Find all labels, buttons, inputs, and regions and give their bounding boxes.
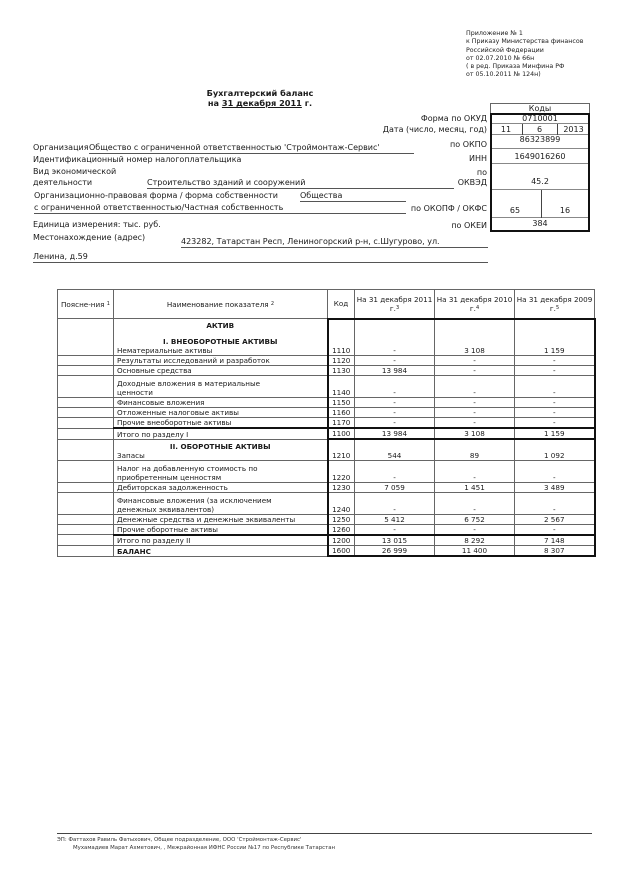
row-value-2009: 7 148 — [515, 535, 595, 546]
header-code: Код — [328, 290, 355, 319]
row-name: Денежные средства и денежные эквиваленты — [114, 514, 328, 524]
row-value-2009: 8 307 — [515, 545, 595, 556]
row-value-2009: - — [515, 398, 595, 408]
row-value-2010: - — [435, 356, 515, 366]
appendix-line: Российской Федерации — [466, 46, 544, 54]
notes-cell — [58, 356, 114, 366]
header-2009-sup: 5 — [555, 304, 560, 311]
row-value-2009: - — [515, 460, 595, 482]
row-value-2010: - — [435, 398, 515, 408]
row-value-2009: - — [515, 356, 595, 366]
okei-value: 384 — [532, 219, 548, 228]
notes-cell — [58, 482, 114, 492]
table-row — [58, 356, 595, 366]
row-value-2009: - — [515, 376, 595, 398]
row-name: Финансовые вложения (за исключением денежных эквивалентов) — [114, 492, 328, 514]
row-value-2010: - — [435, 376, 515, 398]
inn-code-label: ИНН — [468, 154, 487, 163]
title-line: Бухгалтерский баланс — [206, 88, 314, 98]
row-value-2009: 2 567 — [515, 514, 595, 524]
okud-label: Форма по ОКУД — [420, 114, 487, 123]
section-2-heading: II. ОБОРОТНЫЕ АКТИВЫ — [169, 441, 271, 451]
footer-divider — [57, 833, 592, 834]
okpo-label: по ОКПО — [450, 140, 487, 149]
row-code: 1600 — [328, 545, 355, 556]
row-value-2010: - — [435, 524, 515, 535]
row-value-2009: - — [515, 418, 595, 429]
okpo-value: 86323899 — [490, 135, 590, 149]
row-value-2009: - — [515, 366, 595, 376]
header-2010 — [435, 290, 515, 319]
legal-form-value-1: Общества — [300, 191, 406, 202]
row-value-2011: - — [355, 408, 435, 418]
row-code: 1120 — [328, 356, 355, 366]
row-value-2011: - — [355, 356, 435, 366]
inn-value: 1649016260 — [490, 149, 590, 164]
row-code: 1210 — [328, 439, 355, 460]
date-row — [490, 124, 590, 135]
row-value-2011: - — [355, 418, 435, 429]
title-date: 31 декабря 2011 — [221, 98, 302, 108]
row-value-2011: - — [355, 398, 435, 408]
table-row — [58, 418, 595, 429]
row-value-2010: - — [435, 408, 515, 418]
notes-cell — [58, 366, 114, 376]
title-suffix: г. — [301, 98, 313, 108]
okopf-row — [490, 190, 590, 218]
row-value-2011: 13 984 — [355, 366, 435, 376]
row-name: БАЛАНС — [114, 545, 328, 556]
table-row — [58, 408, 595, 418]
row-value-2011: 13 984 — [355, 428, 435, 439]
row-code: 1110 — [328, 319, 355, 356]
header-name-text: Наименование показателя — [166, 299, 269, 309]
section-1-heading: I. ВНЕОБОРОТНЫЕ АКТИВЫ — [163, 337, 278, 346]
row-name: Прочие внеоборотные активы — [114, 418, 328, 429]
row-code: 1230 — [328, 482, 355, 492]
row-name: Отложенные налоговые активы — [114, 408, 328, 418]
row-value-2010: - — [435, 492, 515, 514]
notes-cell — [58, 492, 114, 514]
row-name: Итого по разделу II — [114, 535, 328, 546]
row-name — [114, 319, 328, 356]
okved-label-2: ОКВЭД — [457, 178, 487, 187]
appendix-line: от 02.07.2010 № 66н — [466, 54, 535, 62]
legal-form-label: Организационно-правовая форма / форма собственности — [34, 191, 278, 200]
table-row — [58, 398, 595, 408]
okud-value: 0710001 — [490, 114, 590, 124]
row-value-2009: 3 489 — [515, 482, 595, 492]
row-code: 1100 — [328, 428, 355, 439]
table-row — [58, 366, 595, 376]
date-separator — [522, 124, 523, 135]
appendix-line: Приложение № 1 — [466, 30, 523, 37]
section-assets-heading: АКТИВ — [206, 321, 235, 330]
signature-line-1: ЭП: Фаттахов Равиль Фатыхович, Общее подразделение, ООО 'Строймонтаж-Сервис' — [57, 837, 302, 843]
okved-label-1: по — [476, 168, 487, 177]
row-value-2011: 26 999 — [355, 545, 435, 556]
header-2010-text: На 31 декабря 2010 г. — [436, 294, 513, 313]
row-code: 1240 — [328, 492, 355, 514]
row-code: 1220 — [328, 460, 355, 482]
notes-cell — [58, 535, 114, 546]
activity-value: Строительство зданий и сооружений — [147, 178, 454, 189]
row-name-text: Запасы — [117, 450, 145, 460]
row-name: Итого по разделу I — [114, 428, 328, 439]
header-2011-text: На 31 декабря 2011 г. — [356, 294, 433, 313]
row-value-2010: 6 752 — [435, 514, 515, 524]
row-code: 1150 — [328, 398, 355, 408]
notes-cell — [58, 545, 114, 556]
row-value-2010: 1 451 — [435, 482, 515, 492]
row-value-2011: 544 — [355, 439, 435, 460]
row-code: 1200 — [328, 535, 355, 546]
date-separator — [557, 124, 558, 135]
row-code: 1160 — [328, 408, 355, 418]
row-name: Прочие оборотные активы — [114, 524, 328, 535]
header-2009-text: На 31 декабря 2009 г. — [516, 294, 593, 313]
appendix-line: ( в ред. Приказа Минфина РФ — [466, 63, 565, 71]
appendix-note — [466, 30, 583, 80]
table-row — [58, 514, 595, 524]
okved-value: 45.2 — [490, 164, 590, 190]
row-value-2010: - — [435, 418, 515, 429]
row-value-2011: - — [355, 376, 435, 398]
row-code: 1130 — [328, 366, 355, 376]
header-notes-text: Поясне-ния — [61, 299, 105, 309]
table-row — [58, 376, 595, 398]
row-code: 1260 — [328, 524, 355, 535]
header-2011 — [355, 290, 435, 319]
table-row-subtotal — [58, 535, 595, 546]
row-value-2009: 1 159 — [515, 319, 595, 356]
row-value-2011: 7 059 — [355, 482, 435, 492]
row-value-2009: 1 159 — [515, 428, 595, 439]
row-value-2010: 3 108 — [435, 319, 515, 356]
address-line-2: Ленина, д.59 — [33, 252, 488, 263]
row-value-2011: 5 412 — [355, 514, 435, 524]
date-label: Дата (число, месяц, год) — [382, 125, 487, 134]
row-value-2010: - — [435, 366, 515, 376]
title-prefix: на — [207, 98, 222, 108]
org-name: Общество с ограниченной ответственностью 'Строймонтаж-Сервис' — [89, 143, 414, 154]
signature-footer — [57, 836, 335, 852]
address-line-1: 423282, Татарстан Респ, Лениногорский р-н, с.Шугурово, ул. — [181, 237, 488, 248]
row-value-2009: 1 092 — [515, 439, 595, 460]
row-name — [114, 439, 328, 460]
table-row-subtotal — [58, 428, 595, 439]
okopf-separator — [541, 190, 542, 218]
okei-label: по ОКЕИ — [451, 221, 487, 230]
table-row — [58, 319, 595, 356]
notes-cell — [58, 319, 114, 356]
title-date-line — [180, 98, 340, 108]
okfs-value: 16 — [559, 206, 571, 215]
row-name: Финансовые вложения — [114, 398, 328, 408]
row-value-2009: - — [515, 408, 595, 418]
okopf-label: по ОКОПФ / ОКФС — [410, 204, 487, 213]
table-row — [58, 492, 595, 514]
appendix-line: от 05.10.2011 № 124н) — [466, 71, 541, 79]
row-name-text: Нематериальные активы — [117, 346, 213, 355]
unit-label: Единица измерения: тыс. руб. — [33, 220, 161, 229]
header-notes-sup: 1 — [106, 300, 110, 307]
row-value-2011: - — [355, 319, 435, 356]
date-month: 6 — [536, 125, 543, 134]
table-row — [58, 482, 595, 492]
header-2011-sup: 3 — [395, 304, 400, 311]
notes-cell — [58, 408, 114, 418]
row-value-2011: - — [355, 460, 435, 482]
table-row — [58, 460, 595, 482]
notes-cell — [58, 514, 114, 524]
header-name — [114, 290, 328, 319]
table-row-total — [58, 545, 595, 556]
notes-cell — [58, 460, 114, 482]
header-notes — [58, 290, 114, 319]
row-value-2009: - — [515, 492, 595, 514]
date-year: 2013 — [563, 125, 584, 134]
row-code: 1170 — [328, 418, 355, 429]
row-value-2009: - — [515, 524, 595, 535]
row-name: Основные средства — [114, 366, 328, 376]
document-title — [180, 88, 340, 108]
activity-label-1: Вид экономической — [33, 167, 117, 176]
balance-table — [57, 289, 596, 557]
codes-header: Коды — [490, 103, 590, 114]
legal-form-value-2: с ограниченной ответственностью/Частная собственность — [34, 203, 406, 214]
notes-cell — [58, 524, 114, 535]
row-name: Доходные вложения в материальные ценности — [114, 376, 328, 398]
header-2009 — [515, 290, 595, 319]
row-value-2011: - — [355, 492, 435, 514]
row-value-2011: 13 015 — [355, 535, 435, 546]
notes-cell — [58, 439, 114, 460]
row-value-2010: 8 292 — [435, 535, 515, 546]
table-row — [58, 524, 595, 535]
row-value-2010: 3 108 — [435, 428, 515, 439]
appendix-line: к Приказу Министерства финансов — [466, 38, 584, 46]
row-name: Дебиторская задолженность — [114, 482, 328, 492]
row-value-2010: 89 — [435, 439, 515, 460]
row-code: 1250 — [328, 514, 355, 524]
header-name-sup: 2 — [270, 300, 275, 307]
table-row — [58, 439, 595, 460]
date-day: 11 — [500, 125, 512, 134]
row-value-2010: - — [435, 460, 515, 482]
row-name: Налог на добавленную стоимость по приобретенным ценностям — [114, 460, 328, 482]
table-header-row — [58, 290, 595, 319]
header-2010-sup: 4 — [475, 304, 480, 311]
address-label: Местонахождение (адрес) — [33, 233, 146, 242]
row-value-2011: - — [355, 524, 435, 535]
notes-cell — [58, 398, 114, 408]
notes-cell — [58, 376, 114, 398]
okopf-value: 65 — [509, 206, 521, 215]
notes-cell — [58, 428, 114, 439]
signature-line-2: Мухамадиев Марат Ахметович, , Межрайонная ИФНС России №17 по Республике Татарстан — [73, 845, 336, 851]
row-value-2010: 11 400 — [435, 545, 515, 556]
notes-cell — [58, 418, 114, 429]
activity-label-2: деятельности — [33, 178, 93, 187]
row-code: 1140 — [328, 376, 355, 398]
org-label: Организация — [33, 143, 89, 152]
inn-label: Идентификационный номер налогоплательщика — [33, 155, 242, 164]
row-name: Результаты исследований и разработок — [114, 356, 328, 366]
